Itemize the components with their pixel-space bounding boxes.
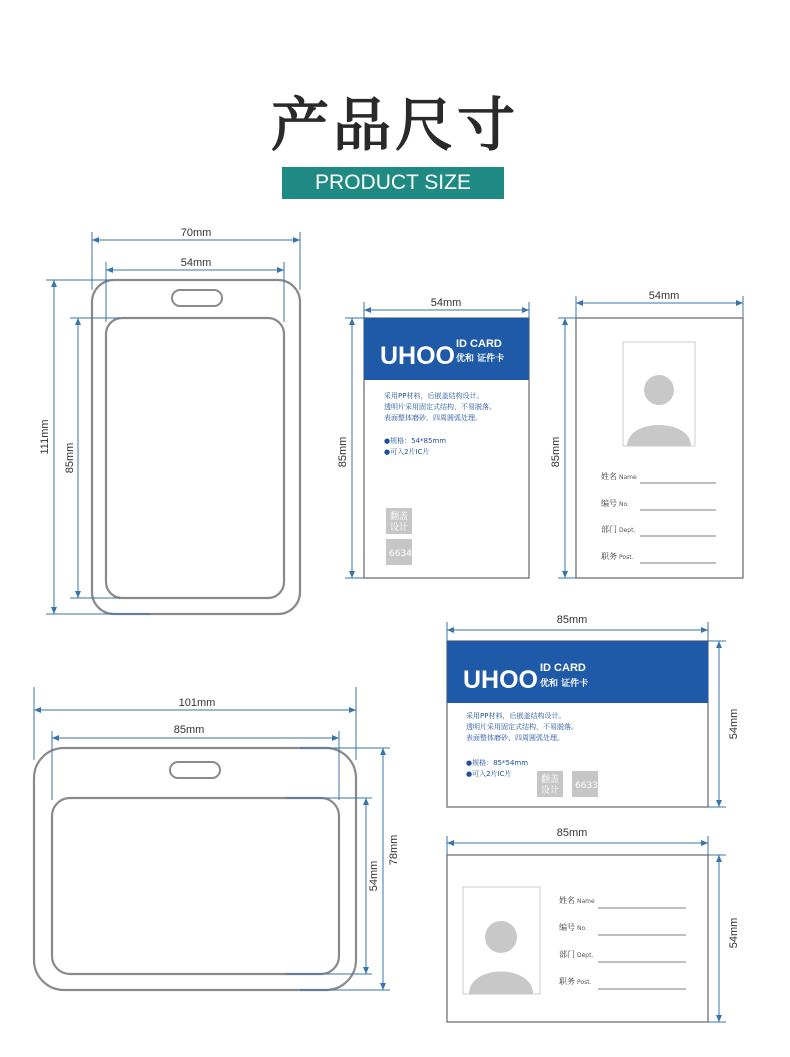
dimension-label: 85mm bbox=[556, 614, 588, 626]
person-icon bbox=[644, 375, 674, 405]
person-icon bbox=[485, 921, 517, 953]
dimension-label: 85mm bbox=[556, 827, 588, 839]
lanyard-slot-icon bbox=[170, 762, 220, 778]
brand-cn-label: 优和 证件卡 bbox=[456, 354, 505, 364]
svg-text:Dept.: Dept. bbox=[619, 527, 636, 534]
spec-line: ●可入2片IC片 bbox=[466, 770, 512, 778]
svg-text:编号: 编号 bbox=[601, 499, 617, 508]
horizontal-back-card-height bbox=[708, 855, 740, 1022]
uhoo-logo: UHOO bbox=[463, 666, 538, 694]
svg-text:姓名: 姓名 bbox=[559, 896, 575, 905]
desc-line: 采用PP材料，后嵌盖结构设计。 bbox=[466, 712, 566, 720]
horizontal-back-card-width bbox=[447, 827, 708, 855]
svg-text:职务: 职务 bbox=[601, 552, 617, 561]
spec-line: ●可入2片IC片 bbox=[384, 448, 430, 456]
svg-text:Name: Name bbox=[577, 898, 595, 905]
desc-line: 采用PP材料，后嵌盖结构设计。 bbox=[384, 392, 484, 400]
vertical-back-card-height bbox=[550, 318, 576, 578]
lanyard-slot-icon bbox=[172, 290, 222, 306]
svg-text:No.: No. bbox=[619, 501, 629, 508]
dimension-label: 54mm bbox=[368, 860, 380, 892]
vertical-holder bbox=[92, 280, 300, 614]
dimension-label: 85mm bbox=[337, 436, 349, 468]
dimension-label: 85mm bbox=[173, 724, 205, 736]
horizontal-holder-window bbox=[52, 798, 339, 974]
horizontal-holder bbox=[34, 748, 356, 990]
vertical-back-card-width bbox=[576, 290, 743, 318]
horizontal-back-card bbox=[447, 855, 708, 1022]
svg-text:Post.: Post. bbox=[577, 979, 592, 986]
brand-cn-label: 优和 证件卡 bbox=[540, 679, 589, 689]
svg-text:编号: 编号 bbox=[559, 923, 575, 932]
vertical-back-card bbox=[576, 318, 743, 578]
dimension-label: 54mm bbox=[648, 290, 680, 302]
dimension-label: 54mm bbox=[728, 917, 740, 949]
dimension-label: 85mm bbox=[64, 442, 76, 474]
dimension-label: 85mm bbox=[550, 436, 562, 468]
horizontal-front-card-width bbox=[447, 614, 708, 641]
dimension-label: 54mm bbox=[728, 708, 740, 740]
tag-line: 翻盖 bbox=[541, 775, 560, 785]
dimension-label: 111mm bbox=[39, 419, 51, 455]
model-number: 6633 bbox=[575, 781, 598, 791]
svg-text:Post.: Post. bbox=[619, 554, 634, 561]
spec-line: ●规格：54*85mm bbox=[384, 437, 447, 445]
tag-line: 设计 bbox=[541, 786, 560, 796]
id-card-label: ID CARD bbox=[540, 662, 586, 674]
tag-line: 翻盖 bbox=[390, 512, 409, 522]
vertical-front-card-height bbox=[337, 318, 364, 578]
horizontal-front-card bbox=[447, 641, 708, 807]
desc-line: 表面整体磨砂、四周圆弧处理。 bbox=[466, 734, 564, 742]
desc-line: 透明片采用固定式结构，不易脱落。 bbox=[466, 723, 578, 731]
model-number: 6634 bbox=[389, 549, 412, 559]
page-title: 产品尺寸 bbox=[270, 91, 519, 159]
vertical-front-card-width bbox=[364, 297, 529, 318]
svg-text:职务: 职务 bbox=[559, 977, 575, 986]
dimension-label: 70mm bbox=[180, 227, 212, 239]
vertical-front-card bbox=[364, 318, 529, 578]
dimension-label: 54mm bbox=[430, 297, 462, 309]
subtitle-banner: PRODUCT SIZE bbox=[282, 167, 504, 199]
horizontal-front-card-height bbox=[708, 641, 740, 807]
dimension-label: 78mm bbox=[388, 834, 400, 866]
svg-text:部门: 部门 bbox=[601, 525, 617, 534]
spec-line: ●规格：85*54mm bbox=[466, 759, 529, 767]
svg-text:Name: Name bbox=[619, 474, 637, 481]
desc-line: 表面整体磨砂、四周圆弧处理。 bbox=[384, 414, 482, 422]
svg-text:姓名: 姓名 bbox=[601, 472, 617, 481]
uhoo-logo: UHOO bbox=[380, 342, 455, 370]
tag-line: 设计 bbox=[390, 523, 409, 533]
svg-text:Dept.: Dept. bbox=[577, 952, 594, 959]
id-card-label: ID CARD bbox=[456, 338, 502, 350]
dimension-label: 54mm bbox=[180, 257, 212, 269]
dimension-label: 101mm bbox=[178, 697, 216, 709]
svg-text:No.: No. bbox=[577, 925, 587, 932]
svg-text:部门: 部门 bbox=[559, 950, 575, 959]
desc-line: 透明片采用固定式结构，不易脱落。 bbox=[384, 403, 496, 411]
vertical-holder-window bbox=[106, 318, 284, 598]
